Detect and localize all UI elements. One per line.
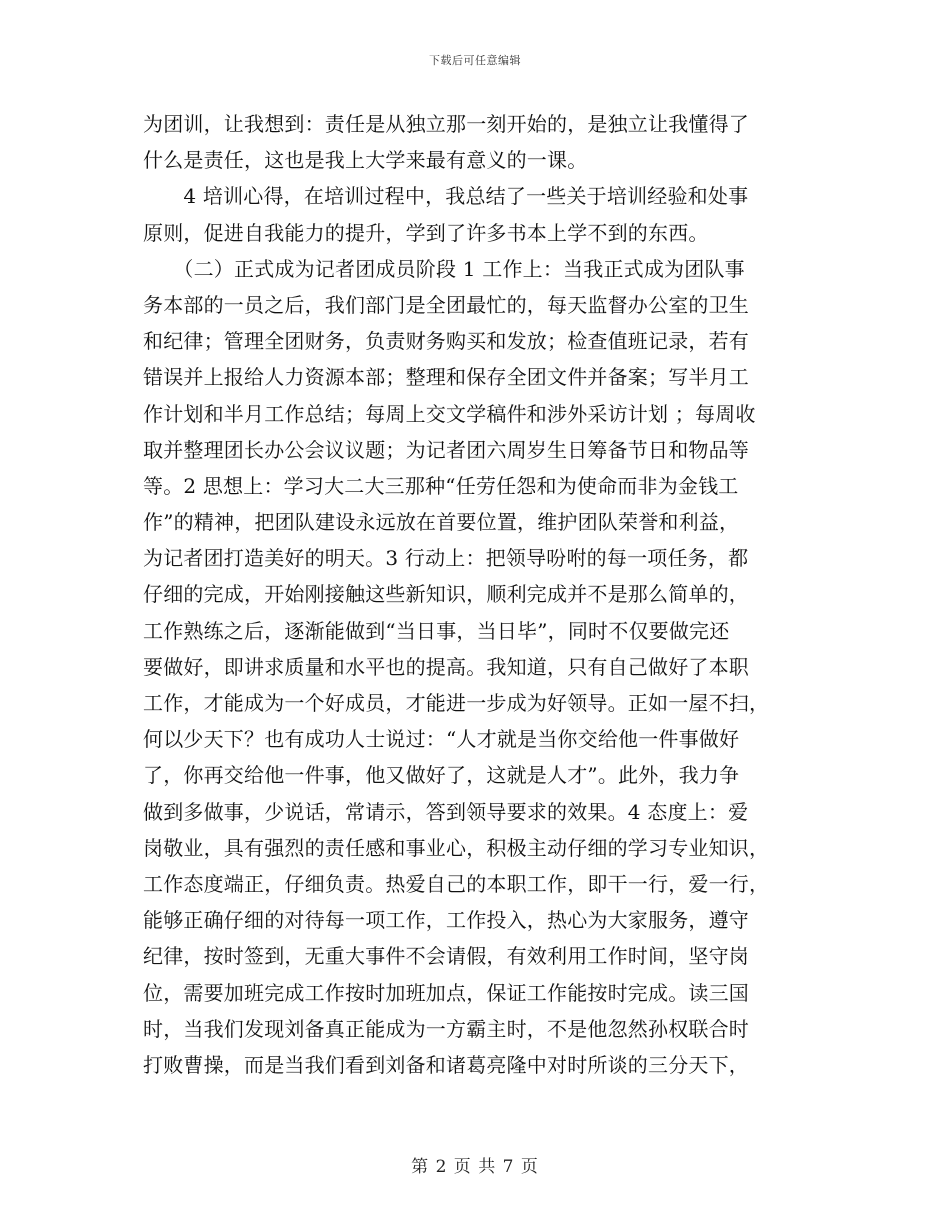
text-line: 工作，才能成为一个好成员，才能进一步成为好领导。正如一屋不扫， bbox=[143, 691, 770, 715]
text-line: 和纪律；管理全团财务，负责财务购买和发放；检查值班记录，若有 bbox=[143, 329, 749, 354]
text-line: （二）正式成为记者团成员阶段 1 工作上：当我正式成为团队事 bbox=[143, 256, 745, 281]
page-header: 下载后可任意编辑 bbox=[429, 54, 521, 67]
text-line: 工作态度端正，仔细负责。热爱自己的本职工作，即干一行，爱一行， bbox=[143, 871, 770, 896]
text-line: 了，你再交给他一件事，他又做好了，这就是人才”。此外，我力争 bbox=[143, 763, 740, 788]
text-line: 原则，促进自我能力的提升，学到了许多书本上学不到的东西。 bbox=[143, 220, 709, 245]
text-line: 岗敬业，具有强烈的责任感和事业心，积极主动仔细的学习专业知识， bbox=[143, 835, 770, 860]
text-line: 位，需要加班完成工作按时加班加点，保证工作能按时完成。读三国 bbox=[143, 980, 749, 1005]
text-line: 要做好，即讲求质量和水平也的提高。我知道，只有自己做好了本职 bbox=[143, 654, 749, 679]
text-line: 作”的精神，把团队建设永远放在首要位置，维护团队荣誉和利益， bbox=[143, 510, 740, 535]
text-line: 打败曹操，而是当我们看到刘备和诸葛亮隆中对时所谈的三分天下， bbox=[143, 1052, 749, 1077]
text-line: 能够正确仔细的对待每一项工作，工作投入，热心为大家服务，遵守 bbox=[143, 908, 749, 933]
text-line: 为团训，让我想到：责任是从独立那一刻开始的，是独立让我懂得了 bbox=[143, 112, 749, 136]
text-line: 何以少天下？也有成功人士说过：“人才就是当你交给他一件事做好 bbox=[143, 727, 740, 752]
text-line: 4 培训心得，在培训过程中，我总结了一些关于培训经验和处事 bbox=[143, 184, 749, 209]
text-line: 务本部的一员之后，我们部门是全团最忙的，每天监督办公室的卫生 bbox=[143, 292, 749, 317]
text-line: 工作熟练之后，逐渐能做到“当日事，当日毕”，同时不仅要做完还 bbox=[143, 618, 730, 643]
text-line: 纪律，按时签到，无重大事件不会请假，有效利用工作时间，坚守岗 bbox=[143, 944, 749, 969]
text-line: 错误并上报给人力资源本部；整理和保存全团文件并备案；写半月工 bbox=[143, 365, 749, 390]
text-line: 作计划和半月工作总结；每周上交文学稿件和涉外采访计划 ；每周收 bbox=[143, 401, 756, 426]
text-line: 为记者团打造美好的明天。3 行动上：把领导吩咐的每一项任务，都 bbox=[143, 546, 749, 571]
document-body bbox=[143, 106, 808, 1083]
text-line: 什么是责任，这也是我上大学来最有意义的一课。 bbox=[143, 148, 588, 173]
page-footer: 第 2 页 共 7 页 bbox=[411, 1157, 539, 1177]
text-line: 做到多做事，少说话，常请示，答到领导要求的效果。4 态度上：爱 bbox=[143, 799, 749, 824]
text-line: 时，当我们发现刘备真正能成为一方霸主时，不是他忽然孙权联合时 bbox=[143, 1016, 749, 1041]
text-line: 仔细的完成，开始刚接触这些新知识，顺利完成并不是那么简单的， bbox=[143, 582, 749, 607]
text-line: 等。2 思想上：学习大二大三那种“任劳任怨和为使命而非为金钱工 bbox=[143, 473, 739, 498]
text-line: 取并整理团长办公会议议题；为记者团六周岁生日筹备节日和物品等 bbox=[143, 437, 749, 462]
